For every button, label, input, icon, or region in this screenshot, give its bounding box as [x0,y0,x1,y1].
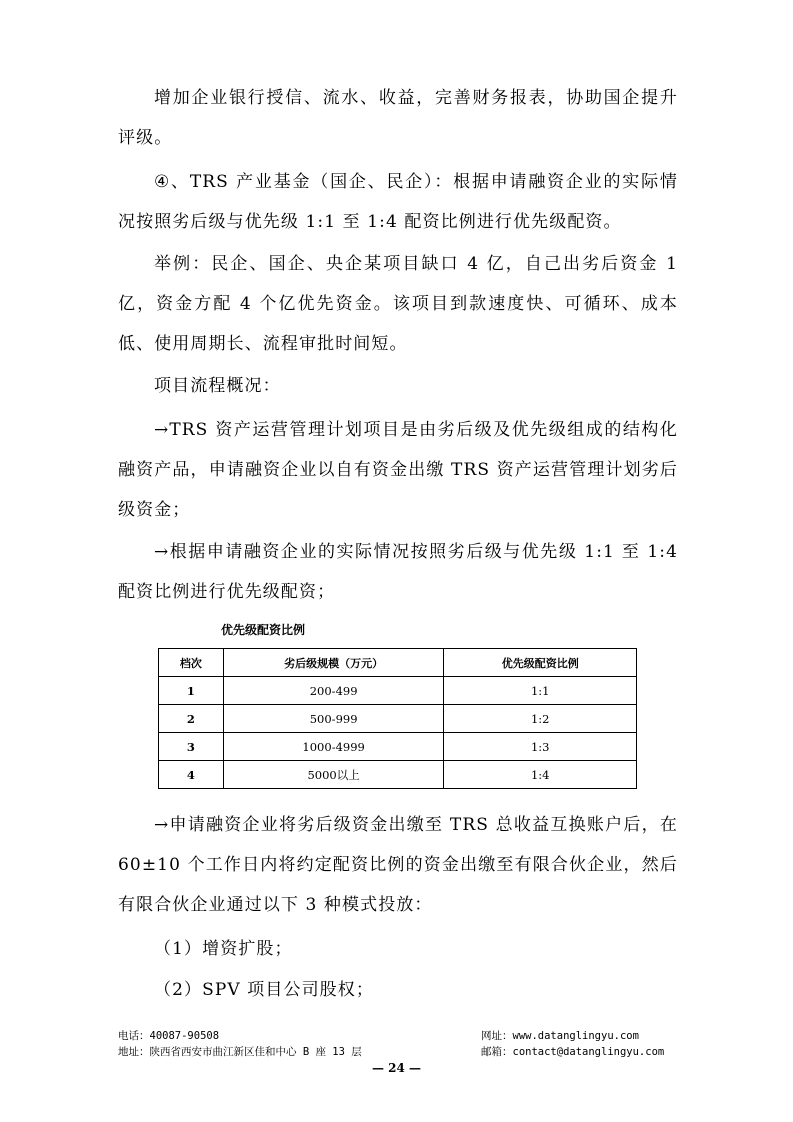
header-subordinated-scale: 劣后级规模（万元） [223,649,444,677]
table-caption: 优先级配资比例 [221,623,306,637]
cell-scale: 500-999 [223,705,444,733]
table-row [159,761,637,789]
cell-ratio: 1:2 [444,705,637,733]
paragraph-example: 举例：民企、国企、央企某项目缺口 4 亿，自己出劣后资金 1 亿，资金方配 4 个亿优先资金。该项目到款速度快、可循环、成本低、使用周期长、流程审批时间短。 [118,254,678,354]
paragraph-process-overview-heading: 项目流程概况： [154,376,281,396]
list-item-spv-equity: （2）SPV 项目公司股权； [154,980,374,1000]
footer-phone: 电话：40087-90508 [118,1030,220,1042]
footer-website-link[interactable]: 网址：www.datanglingyu.com [481,1030,639,1042]
footer-contact-left [118,1028,362,1060]
footer-address: 地址：陕西省西安市曲江新区佳和中心 B 座 13 层 [118,1046,362,1058]
footer-email-link[interactable]: 邮箱：contact@datanglingyu.com [481,1046,665,1058]
paragraph-process-step-1: →TRS 资产运营管理计划项目是由劣后级及优先级组成的结构化融资产品，申请融资企业以自有资金出缴 TRS 资产运营管理计划劣后级资金； [118,420,678,520]
cell-grade: 3 [159,733,224,761]
footer-contact-right [481,1028,664,1060]
table-row [159,733,637,761]
cell-scale: 200-499 [223,677,444,705]
cell-ratio: 1:3 [444,733,637,761]
cell-scale: 1000-4999 [223,733,444,761]
table-header-row [159,649,637,677]
header-priority-ratio: 优先级配资比例 [444,649,637,677]
cell-grade: 2 [159,705,224,733]
paragraph-process-step-3: →申请融资企业将劣后级资金出缴至 TRS 总收益互换账户后，在 60±10 个工作日内将约定配资比例的资金出缴至有限合伙企业，然后有限合伙企业通过以下 3 种模式投放： [118,815,678,915]
header-grade: 档次 [159,649,224,677]
list-item-capital-increase: （1）增资扩股； [154,939,293,959]
paragraph-process-step-2: →根据申请融资企业的实际情况按照劣后级与优先级 1:1 至 1:4 配资比例进行优先级配资； [118,542,678,602]
priority-allocation-table [158,648,637,789]
cell-scale: 5000以上 [223,761,444,789]
paragraph-trs-industry-fund: ④、TRS 产业基金（国企、民企）：根据申请融资企业的实际情况按照劣后级与优先级 1:1 至 1:4 配资比例进行优先级配资。 [118,172,678,232]
paragraph-credit-rating: 增加企业银行授信、流水、收益，完善财务报表，协助国企提升评级。 [118,88,678,148]
cell-grade: 4 [159,761,224,789]
page-number: — 24 — [371,1061,422,1075]
cell-ratio: 1:4 [444,761,637,789]
table-row [159,705,637,733]
cell-ratio: 1:1 [444,677,637,705]
cell-grade: 1 [159,677,224,705]
table-row [159,677,637,705]
